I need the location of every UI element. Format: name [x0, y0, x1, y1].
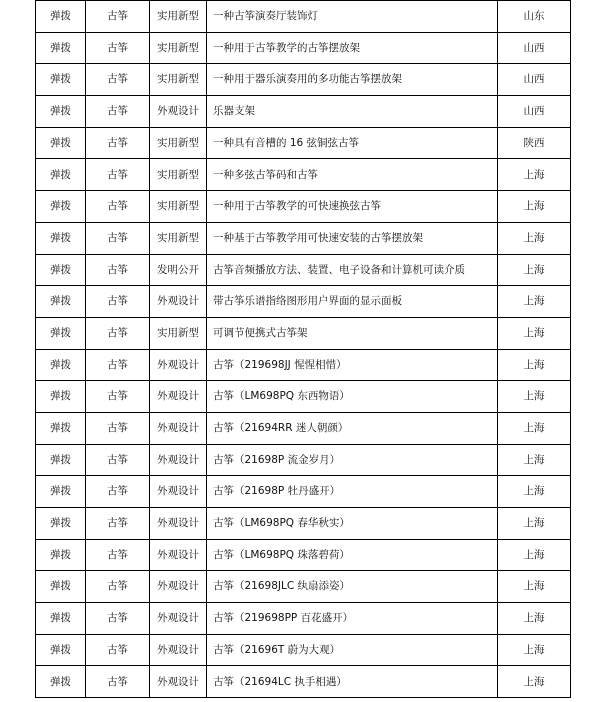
instrument-cell: 古筝 — [86, 286, 150, 318]
instrument-cell: 古筝 — [86, 349, 150, 381]
patent-title-cell: 一种用于古筝教学的可快速换弦古筝 — [207, 191, 498, 223]
region-cell: 山西 — [498, 64, 571, 96]
patent-title-cell: 一种用于古筝教学的古筝摆放架 — [207, 32, 498, 64]
patent-title-cell: 古筝（21694RR 迷人朝颜） — [207, 412, 498, 444]
region-cell: 上海 — [498, 349, 571, 381]
table-row — [36, 381, 571, 413]
instrument-category-cell: 弹拨 — [36, 96, 86, 128]
patent-title-cell: 古筝（21698JLC 纨扇添姿） — [207, 571, 498, 603]
instrument-category-cell: 弹拨 — [36, 1, 86, 33]
patent-type-cell: 外观设计 — [150, 666, 207, 698]
patent-type-cell: 发明公开 — [150, 254, 207, 286]
region-cell: 上海 — [498, 222, 571, 254]
instrument-category-cell: 弹拨 — [36, 571, 86, 603]
patent-title-cell: 一种基于古筝教学用可快速安装的古筝摆放架 — [207, 222, 498, 254]
patent-type-cell: 实用新型 — [150, 32, 207, 64]
region-cell: 山西 — [498, 32, 571, 64]
patent-title-cell: 古筝（219698JJ 惺惺相惜） — [207, 349, 498, 381]
instrument-category-cell: 弹拨 — [36, 508, 86, 540]
instrument-cell: 古筝 — [86, 222, 150, 254]
region-cell: 上海 — [498, 634, 571, 666]
table-row — [36, 222, 571, 254]
instrument-category-cell: 弹拨 — [36, 444, 86, 476]
table-row — [36, 317, 571, 349]
patent-type-cell: 外观设计 — [150, 96, 207, 128]
patent-title-cell: 乐器支架 — [207, 96, 498, 128]
region-cell: 陕西 — [498, 127, 571, 159]
table-row — [36, 412, 571, 444]
region-cell: 上海 — [498, 412, 571, 444]
patent-title-cell: 古筝（LM698PQ 珠落碧荷） — [207, 539, 498, 571]
patent-title-cell: 古筝（21694LC 执手相遇） — [207, 666, 498, 698]
instrument-category-cell: 弹拨 — [36, 539, 86, 571]
instrument-category-cell: 弹拨 — [36, 32, 86, 64]
region-cell: 上海 — [498, 254, 571, 286]
instrument-cell: 古筝 — [86, 254, 150, 286]
patent-type-cell: 外观设计 — [150, 381, 207, 413]
table-row — [36, 539, 571, 571]
instrument-cell: 古筝 — [86, 634, 150, 666]
instrument-category-cell: 弹拨 — [36, 603, 86, 635]
instrument-category-cell: 弹拨 — [36, 222, 86, 254]
instrument-cell: 古筝 — [86, 571, 150, 603]
instrument-category-cell: 弹拨 — [36, 159, 86, 191]
patent-type-cell: 外观设计 — [150, 286, 207, 318]
patent-title-cell: 古筝（21696T 蔚为大观） — [207, 634, 498, 666]
table-row — [36, 571, 571, 603]
patent-type-cell: 外观设计 — [150, 539, 207, 571]
patent-type-cell: 实用新型 — [150, 1, 207, 33]
patent-title-cell: 古筝（219698PP 百花盛开） — [207, 603, 498, 635]
table-row — [36, 476, 571, 508]
instrument-cell: 古筝 — [86, 191, 150, 223]
patent-type-cell: 外观设计 — [150, 571, 207, 603]
instrument-cell: 古筝 — [86, 412, 150, 444]
region-cell: 上海 — [498, 381, 571, 413]
region-cell: 上海 — [498, 603, 571, 635]
instrument-cell: 古筝 — [86, 603, 150, 635]
instrument-category-cell: 弹拨 — [36, 127, 86, 159]
instrument-cell: 古筝 — [86, 508, 150, 540]
table-row — [36, 32, 571, 64]
instrument-cell: 古筝 — [86, 666, 150, 698]
table-row — [36, 666, 571, 698]
region-cell: 上海 — [498, 539, 571, 571]
table-row — [36, 159, 571, 191]
instrument-cell: 古筝 — [86, 159, 150, 191]
patent-type-cell: 外观设计 — [150, 603, 207, 635]
table-row — [36, 634, 571, 666]
table-row — [36, 96, 571, 128]
table-row — [36, 127, 571, 159]
table-row — [36, 254, 571, 286]
table-row — [36, 191, 571, 223]
instrument-category-cell: 弹拨 — [36, 412, 86, 444]
instrument-cell: 古筝 — [86, 539, 150, 571]
table-row — [36, 1, 571, 33]
instrument-cell: 古筝 — [86, 127, 150, 159]
region-cell: 山西 — [498, 96, 571, 128]
table-row — [36, 444, 571, 476]
instrument-category-cell: 弹拨 — [36, 317, 86, 349]
instrument-cell: 古筝 — [86, 32, 150, 64]
patent-type-cell: 实用新型 — [150, 64, 207, 96]
patent-title-cell: 古筝（LM698PQ 春华秋实） — [207, 508, 498, 540]
patent-title-cell: 一种用于器乐演奏用的多功能古筝摆放架 — [207, 64, 498, 96]
patent-type-cell: 外观设计 — [150, 444, 207, 476]
instrument-category-cell: 弹拨 — [36, 476, 86, 508]
region-cell: 上海 — [498, 159, 571, 191]
patent-type-cell: 实用新型 — [150, 317, 207, 349]
instrument-cell: 古筝 — [86, 381, 150, 413]
table-row — [36, 603, 571, 635]
patent-title-cell: 古筝（LM698PQ 东西物语） — [207, 381, 498, 413]
region-cell: 山东 — [498, 1, 571, 33]
patent-title-cell: 一种古筝演奏厅装饰灯 — [207, 1, 498, 33]
region-cell: 上海 — [498, 444, 571, 476]
patent-title-cell: 一种多弦古筝码和古筝 — [207, 159, 498, 191]
region-cell: 上海 — [498, 666, 571, 698]
instrument-cell: 古筝 — [86, 444, 150, 476]
patent-table-body — [36, 1, 571, 698]
region-cell: 上海 — [498, 508, 571, 540]
table-row — [36, 64, 571, 96]
patent-title-cell: 可调节便携式古筝架 — [207, 317, 498, 349]
patent-table — [35, 0, 571, 698]
patent-title-cell: 古筝（21698P 流金岁月） — [207, 444, 498, 476]
instrument-category-cell: 弹拨 — [36, 64, 86, 96]
instrument-category-cell: 弹拨 — [36, 254, 86, 286]
patent-type-cell: 实用新型 — [150, 222, 207, 254]
patent-type-cell: 实用新型 — [150, 127, 207, 159]
table-row — [36, 286, 571, 318]
region-cell: 上海 — [498, 571, 571, 603]
instrument-cell: 古筝 — [86, 317, 150, 349]
instrument-cell: 古筝 — [86, 1, 150, 33]
region-cell: 上海 — [498, 317, 571, 349]
patent-title-cell: 古筝（21698P 牡丹盛开） — [207, 476, 498, 508]
table-row — [36, 508, 571, 540]
instrument-category-cell: 弹拨 — [36, 349, 86, 381]
patent-type-cell: 外观设计 — [150, 476, 207, 508]
instrument-cell: 古筝 — [86, 476, 150, 508]
region-cell: 上海 — [498, 476, 571, 508]
instrument-category-cell: 弹拨 — [36, 286, 86, 318]
instrument-cell: 古筝 — [86, 64, 150, 96]
patent-type-cell: 外观设计 — [150, 634, 207, 666]
region-cell: 上海 — [498, 286, 571, 318]
instrument-category-cell: 弹拨 — [36, 634, 86, 666]
instrument-category-cell: 弹拨 — [36, 381, 86, 413]
patent-type-cell: 外观设计 — [150, 412, 207, 444]
instrument-category-cell: 弹拨 — [36, 666, 86, 698]
patent-type-cell: 实用新型 — [150, 159, 207, 191]
instrument-category-cell: 弹拨 — [36, 191, 86, 223]
region-cell: 上海 — [498, 191, 571, 223]
patent-type-cell: 外观设计 — [150, 349, 207, 381]
instrument-cell: 古筝 — [86, 96, 150, 128]
patent-title-cell: 带古筝乐谱指络图形用户界面的显示面板 — [207, 286, 498, 318]
table-row — [36, 349, 571, 381]
patent-title-cell: 古筝音频播放方法、装置、电子设备和计算机可读介质 — [207, 254, 498, 286]
patent-type-cell: 实用新型 — [150, 191, 207, 223]
patent-title-cell: 一种具有音槽的 16 弦铜弦古筝 — [207, 127, 498, 159]
patent-type-cell: 外观设计 — [150, 508, 207, 540]
